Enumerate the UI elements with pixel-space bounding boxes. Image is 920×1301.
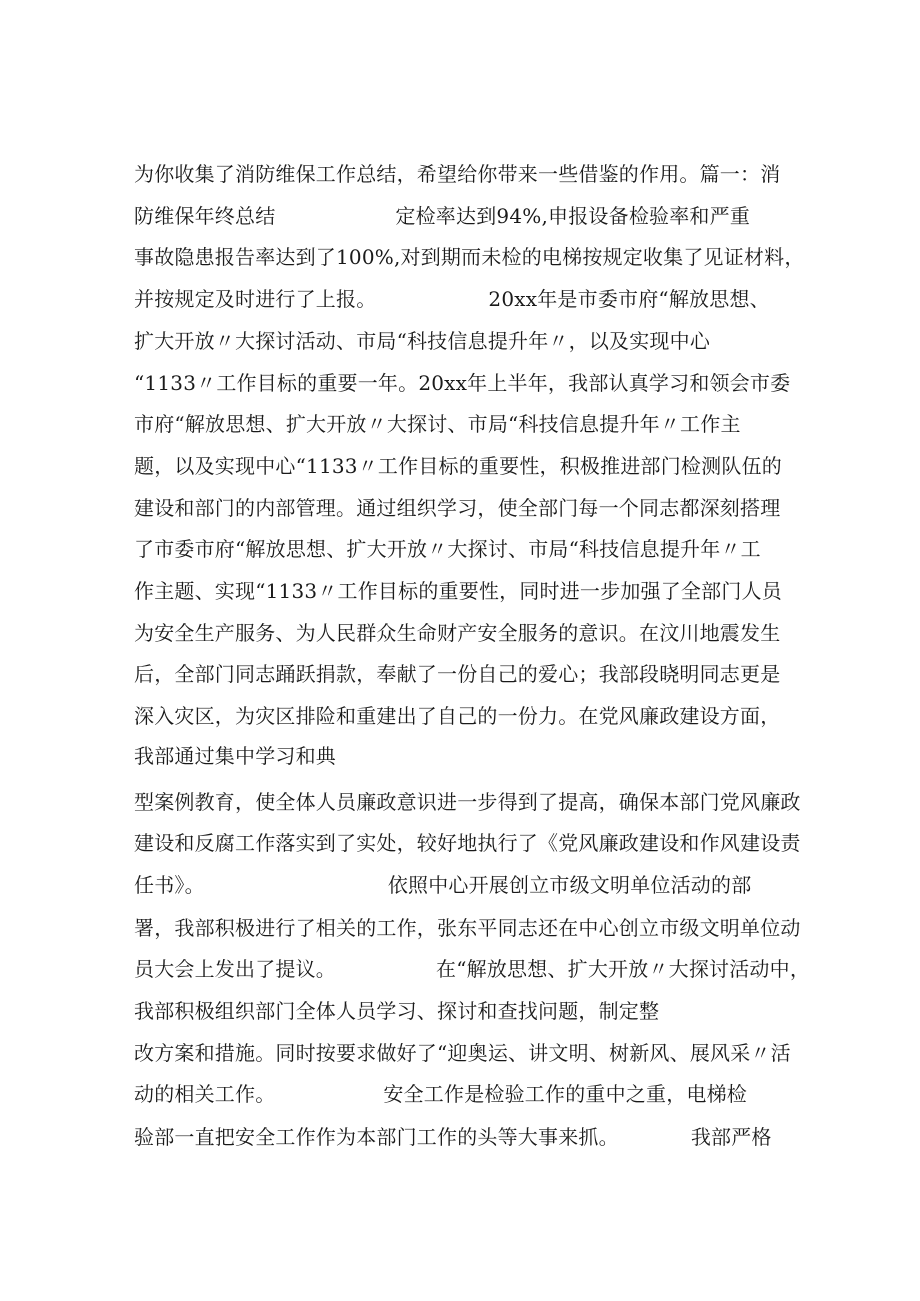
text-line: [134, 285, 770, 313]
text-line: [134, 914, 801, 942]
text-segment: 建设和反腐工作落实到了实处，较好地执行了《党风廉政建设和作风建设责: [134, 831, 801, 855]
text-segment: 事故隐患报告率达到了100%,对到期而未检的电梯按规定收集了见证材料，: [134, 245, 805, 269]
text-segment: 建设和部门的内部管理。通过组织学习，使全部门每一个同志都深刻搭理: [134, 496, 781, 520]
text-segment: 员大会上发出了提议。: [134, 957, 336, 981]
text-line: [134, 788, 801, 816]
text-line: [134, 997, 659, 1025]
text-line: [134, 535, 761, 563]
text-line: [134, 619, 780, 647]
text-segment: 定检率达到94%,申报设备检验率和严重: [395, 204, 751, 228]
text-segment: 依照中心开展创立市级文明单位活动的部: [387, 873, 752, 897]
text-line: [134, 452, 782, 480]
text-segment: 了市委市府“解放思想、扩大开放〃大探讨、市局“科技信息提升年〃工: [134, 537, 761, 561]
text-segment: 深入灾区，为灾区排险和重建出了自己的一份力。在党风廉政建设方面，: [134, 704, 781, 728]
text-line: [134, 871, 751, 899]
text-segment: 防维保年终总结: [134, 204, 276, 228]
text-line: [134, 1123, 772, 1151]
text-segment: “1133〃工作目标的重要一年。20xx年上半年，我部认真学习和领会市委: [134, 371, 791, 395]
text-segment: 并按规定及时进行了上报。: [134, 287, 377, 311]
text-segment: 动的相关工作。: [134, 1082, 276, 1106]
text-segment: 任书》。: [134, 873, 205, 897]
text-line: [134, 829, 801, 857]
text-line: [134, 1039, 791, 1067]
text-line: [134, 702, 780, 730]
text-segment: 改方案和措施。同时按要求做好了“迎奥运、讲文明、树新风、展风采〃活: [134, 1041, 791, 1065]
text-line: [134, 494, 780, 522]
text-segment: 型案例教育，使全体人员廉政意识进一步得到了提高，确保本部门党风廉政: [134, 790, 801, 814]
text-segment: 验部一直把安全工作作为本部门工作的头等大事来抓。: [134, 1125, 619, 1149]
text-segment: 作主题、实现“1133〃工作目标的重要性，同时进一步加强了全部门人员: [134, 579, 782, 603]
text-segment: 题，以及实现中心“1133〃工作目标的重要性，积极推进部门检测队伍的: [134, 454, 782, 478]
text-line: [134, 202, 750, 230]
text-line: [134, 660, 780, 688]
text-segment: 为安全生产服务、为人民群众生命财产安全服务的意识。在汶川地震发生: [134, 621, 781, 645]
text-line: [134, 577, 782, 605]
text-segment: 后，全部门同志踊跃捐款，奉献了一份自己的爱心；我部段晓明同志更是: [134, 662, 781, 686]
text-line: [134, 1080, 747, 1108]
text-line: [134, 369, 790, 397]
text-line: [134, 327, 710, 355]
text-segment: 我部积极组织部门全体人员学习、探讨和查找问题，制定整: [134, 999, 660, 1023]
text-line: [134, 160, 780, 188]
text-segment: 我部通过集中学习和典: [134, 744, 336, 768]
text-line: [134, 243, 805, 271]
text-line: [134, 742, 336, 770]
text-segment: 扩大开放〃大探讨活动、市局“科技信息提升年〃，以及实现中心: [134, 329, 711, 353]
text-line: [134, 410, 741, 438]
text-line: [134, 955, 810, 983]
text-segment: 20xx年是市委市府“解放思想、: [488, 287, 770, 311]
text-segment: 为你收集了消防维保工作总结，希望给你带来一些借鉴的作用。篇一：消: [134, 162, 781, 186]
text-segment: 安全工作是检验工作的重中之重，电梯检: [383, 1082, 748, 1106]
text-segment: 在“解放思想、扩大开放〃大探讨活动中，: [436, 957, 811, 981]
text-segment: 我部严格: [690, 1125, 772, 1149]
text-segment: 署，我部积极进行了相关的工作，张东平同志还在中心创立市级文明单位动: [134, 916, 801, 940]
text-segment: 市府“解放思想、扩大开放〃大探讨、市局“科技信息提升年〃工作主: [134, 412, 741, 436]
